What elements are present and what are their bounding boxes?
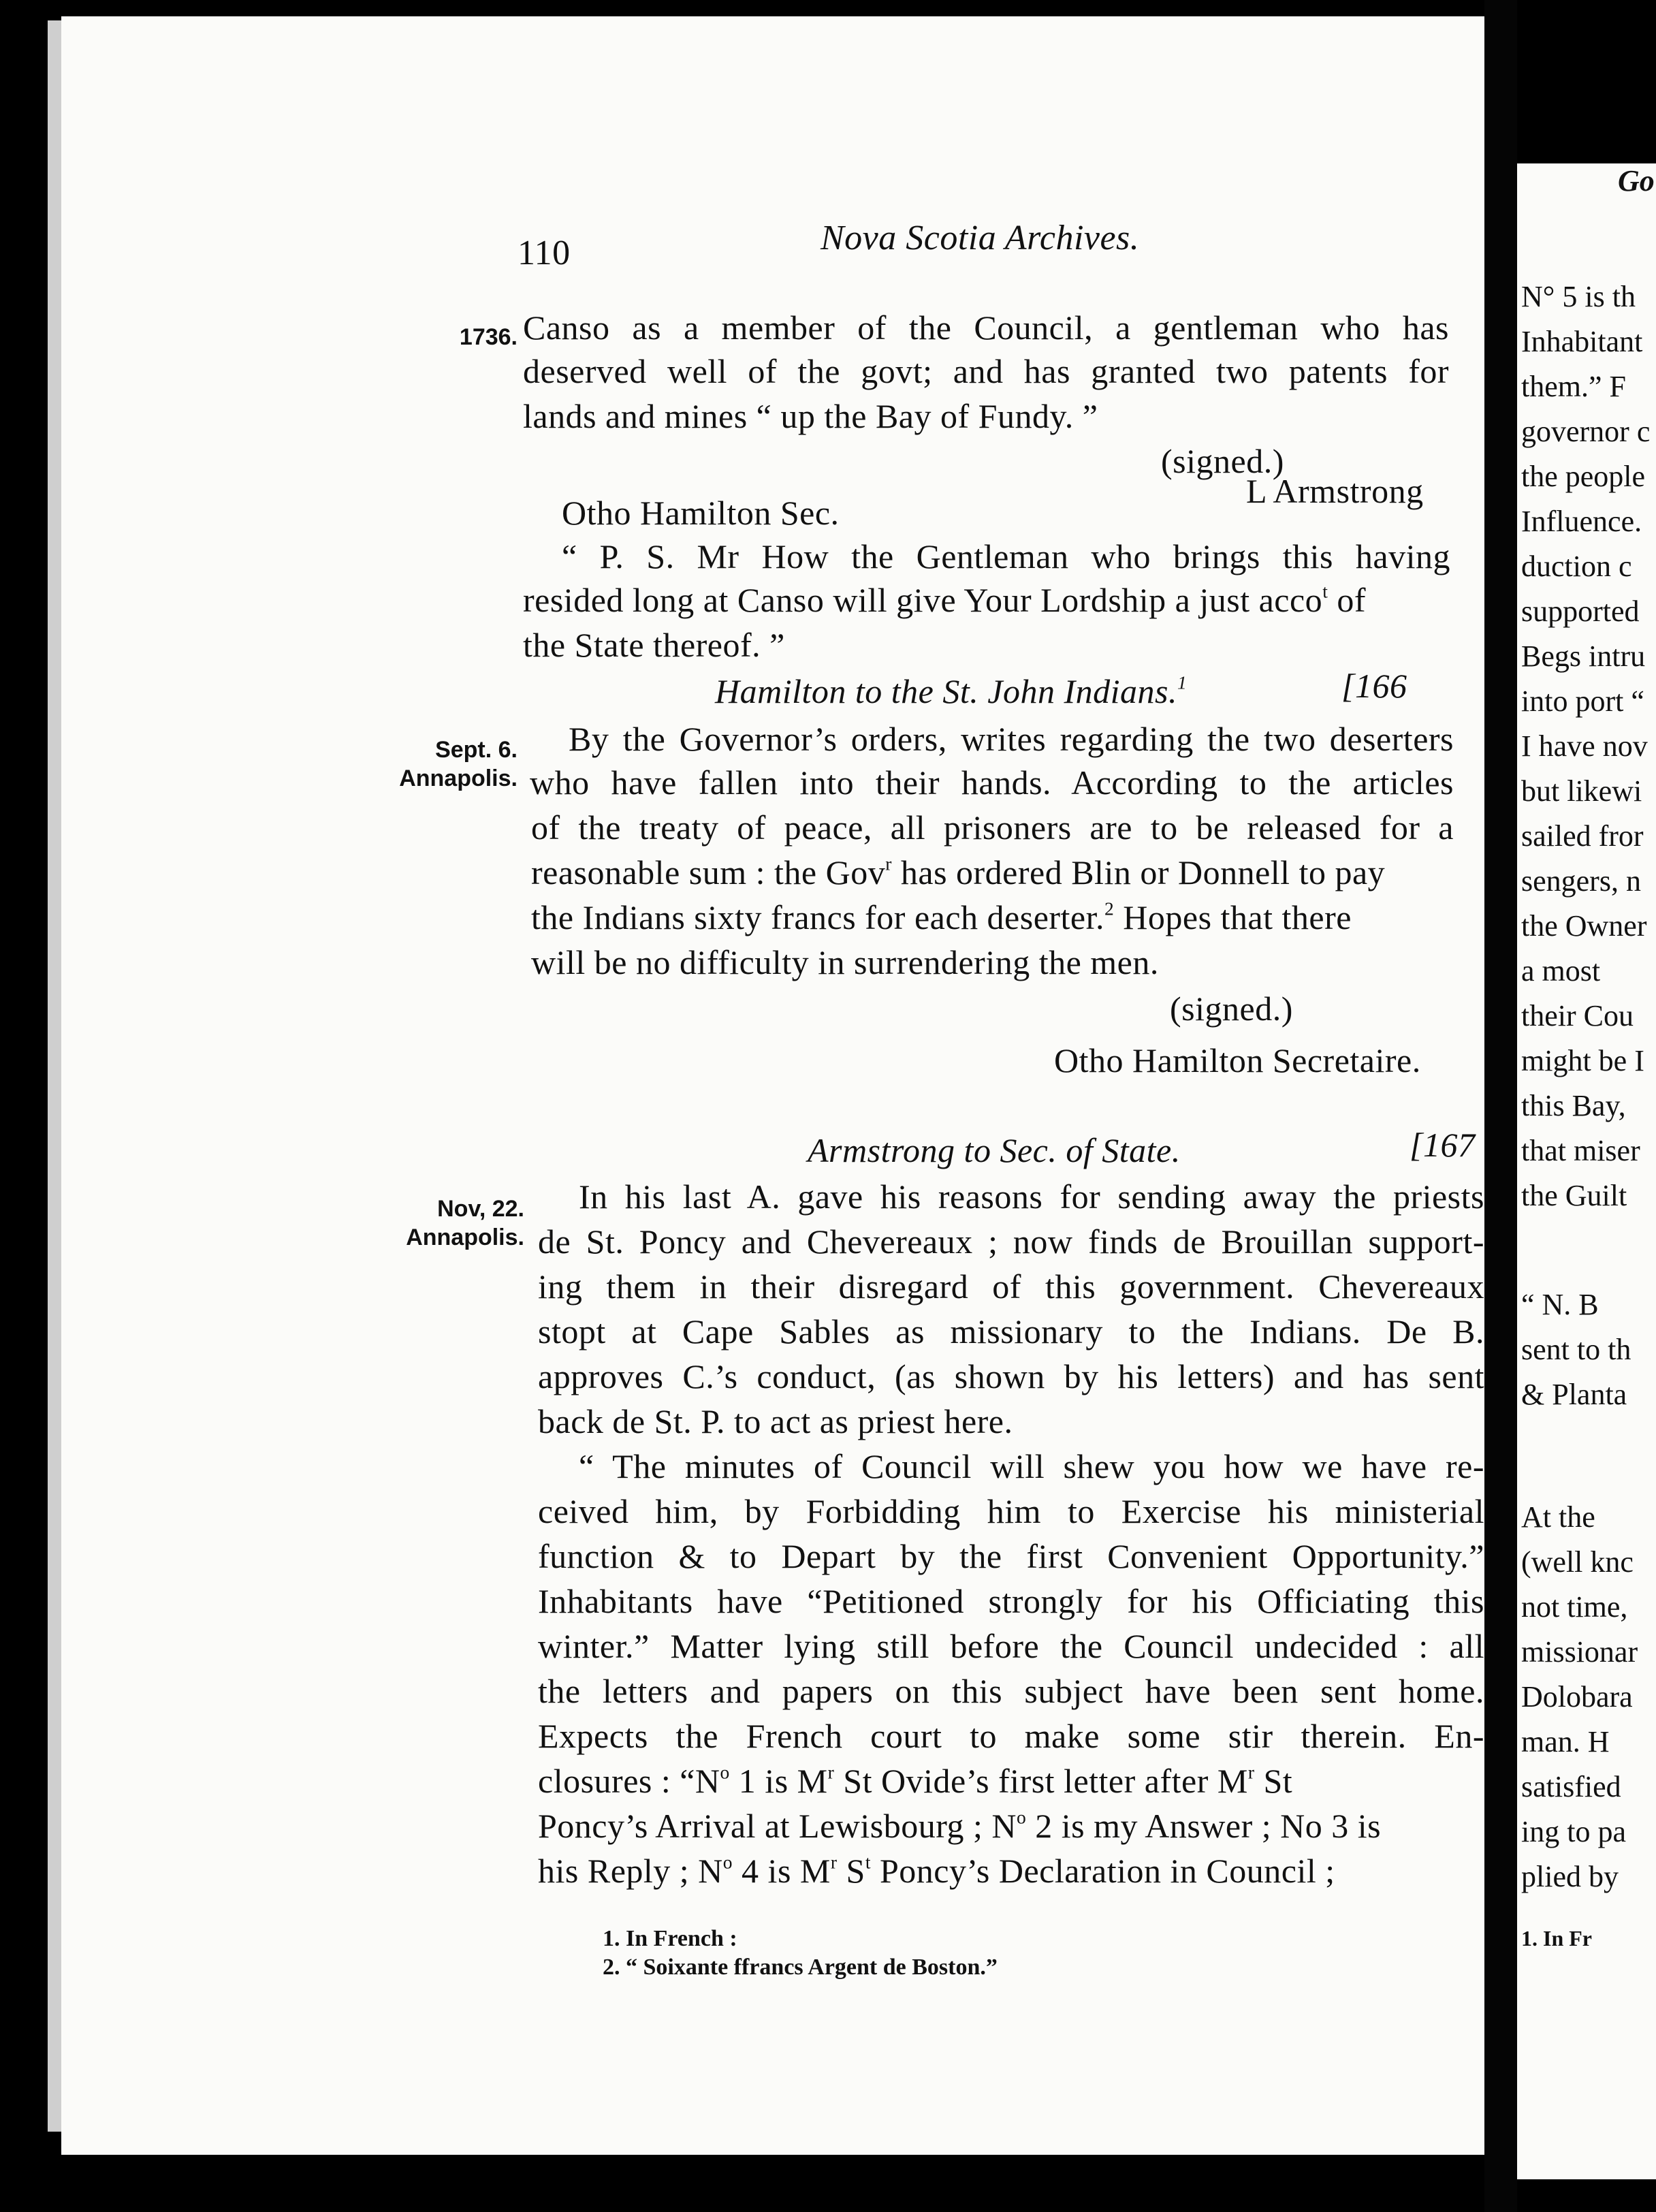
text-line: Inhabitants have “Petitioned strongly for his Officiating this (538, 1582, 1484, 1620)
quoted-line: function & to Depart by the first Convenient Opportunity.” (538, 1537, 1484, 1575)
facing-line: man. H (1521, 1725, 1610, 1758)
text-line: the letters and papers on this subject have been sent home. (538, 1672, 1484, 1710)
facing-line: satisfied (1521, 1770, 1621, 1803)
text-line: back de St. P. to act as priest here. (538, 1402, 1013, 1440)
text-line: ing them in their disregard of this government. Chevereaux (538, 1267, 1484, 1306)
footnote-1: 1. In French : (603, 1926, 737, 1951)
entry-heading: Armstrong to Sec. of State. (808, 1131, 1181, 1169)
text-line: Expects the French court to make some stir therein. En- (538, 1717, 1484, 1755)
footnote-2: 2. “ Soixante ffrancs Argent de Boston.” (603, 1955, 998, 1980)
facing-line: the people (1521, 460, 1646, 493)
facing-line: (well knc (1521, 1545, 1634, 1579)
margin-date: Sept. 6. (435, 737, 518, 763)
facing-line: Influence. (1521, 505, 1642, 538)
facing-running-title: Go (1618, 164, 1655, 198)
text-line: winter.” Matter lying still before the Council undecided : all (538, 1627, 1484, 1665)
facing-line: “ N. B (1521, 1288, 1599, 1321)
page-number: 110 (518, 234, 571, 272)
entry-heading: Hamilton to the St. John Indians.$^1$ (715, 672, 1188, 710)
postscript-line: the State thereof. ” (523, 626, 785, 664)
facing-line: Inhabitant (1521, 325, 1643, 358)
facing-line: N° 5 is th (1521, 280, 1636, 313)
text-line: the Indians sixty francs for each deserter.$^2$ Hopes that there (531, 898, 1352, 936)
facing-line: not time, (1521, 1590, 1628, 1624)
text-line: deserved well of the govt; and has granted two patents for (523, 352, 1449, 390)
text-line: approves C.’s conduct, (as shown by his letters) and has sent (538, 1357, 1484, 1395)
facing-page-fragment (1517, 163, 1656, 2179)
facing-line: that miser (1521, 1134, 1640, 1167)
facing-line: might be I (1521, 1044, 1644, 1077)
facing-line: them.” F (1521, 370, 1626, 403)
facing-line: Dolobara (1521, 1680, 1633, 1713)
margin-place: Annapolis. (406, 1224, 524, 1250)
text-line: stopt at Cape Sables as missionary to the Indians. De B. (538, 1312, 1484, 1350)
facing-line: I have nov (1521, 729, 1648, 763)
facing-line: plied by (1521, 1860, 1619, 1893)
margin-year: 1736. (459, 324, 518, 350)
signature-secretary: Otho Hamilton Sec. (562, 494, 840, 532)
facing-line: sailed fror (1521, 819, 1644, 853)
facing-line: a most (1521, 954, 1601, 988)
quoted-line: ceived him, by Forbidding him to Exercise his ministerial (538, 1492, 1484, 1530)
enclosures-line: his Reply ; $N^o$ 4 is $M^r$ $S^t$ Poncy’s Declaration in Council ; (538, 1851, 1335, 1890)
facing-line: sengers, n (1521, 864, 1641, 898)
text-line: Canso as a member of the Council, a gentleman who has (523, 309, 1449, 347)
facing-line: & Planta (1521, 1378, 1627, 1411)
text-line: In his last A. gave his reasons for sending away the priests (579, 1178, 1484, 1216)
book-page-110 (61, 16, 1484, 2155)
signature-governor: L Armstrong (1246, 472, 1424, 510)
facing-line: ing to pa (1521, 1815, 1626, 1848)
postscript-line: resided long at Canso will give Your Lordship a just acco$^t$ of (523, 580, 1366, 619)
text-line: who have fallen into their hands. According to the articles (530, 763, 1454, 802)
facing-line: this Bay, (1521, 1089, 1626, 1122)
margin-place: Annapolis. (399, 765, 518, 791)
text-line: de St. Poncy and Chevereaux ; now finds de Brouillan support- (538, 1222, 1484, 1261)
signature-secretary: Otho Hamilton Secretaire. (1054, 1041, 1421, 1079)
text-line: of the treaty of peace, all prisoners are to be released for a (531, 808, 1454, 847)
signed-note: (signed.) (1170, 990, 1293, 1028)
facing-line: the Owner (1521, 909, 1647, 943)
signed-note: (signed.) (1161, 442, 1284, 480)
book-gutter (1484, 0, 1517, 2212)
scan-left-margin (0, 0, 48, 2212)
facing-line: Begs intru (1521, 639, 1646, 673)
facing-line: governor c (1521, 415, 1651, 448)
postscript-line: “ P. S. Mr How the Gentleman who brings this having (562, 537, 1450, 575)
facing-line: supported (1521, 595, 1640, 628)
facing-line: missionar (1521, 1635, 1638, 1669)
text-line: lands and mines “ up the Bay of Fundy. ” (523, 397, 1098, 435)
enclosures-line: Poncy’s Arrival at Lewisbourg ; $N^o$ 2 is my Answer ; No 3 is (538, 1806, 1382, 1845)
enclosures-line: closures : “$N^o$ 1 is $M^r$ St Ovide’s first letter after $M^r$ St (538, 1761, 1293, 1800)
document-ref: [167 (1410, 1126, 1476, 1164)
facing-line: At the (1521, 1500, 1595, 1534)
quoted-line: “ The minutes of Council will shew you how we have re- (579, 1447, 1484, 1485)
text-line: reasonable sum : the Gov$^r$ has ordered Blin or Donnell to pay (531, 853, 1386, 891)
facing-line: into port “ (1521, 684, 1644, 718)
document-ref: [166 (1341, 667, 1407, 705)
facing-line: but likewi (1521, 774, 1642, 808)
facing-footnote: 1. In Fr (1521, 1926, 1592, 1950)
margin-date: Nov, 22. (437, 1196, 524, 1222)
text-line: will be no difficulty in surrendering the men. (531, 943, 1159, 981)
text-line: By the Governor’s orders, writes regarding the two deserters (569, 720, 1454, 758)
running-title: Nova Scotia Archives. (821, 219, 1140, 257)
facing-line: duction c (1521, 550, 1632, 583)
facing-line: their Cou (1521, 999, 1634, 1032)
facing-line: the Guilt (1521, 1179, 1627, 1212)
facing-line: sent to th (1521, 1333, 1631, 1366)
